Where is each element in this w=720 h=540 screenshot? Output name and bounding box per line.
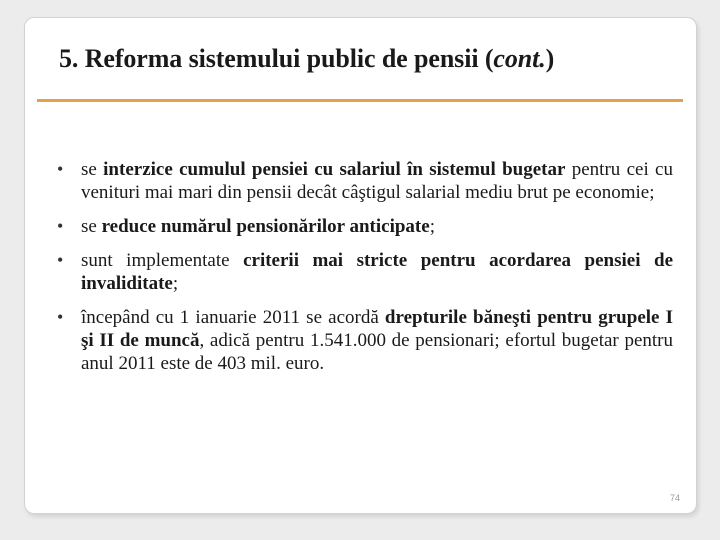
bullet-icon: • (57, 250, 64, 270)
title-divider (37, 99, 683, 102)
title-italic: cont. (493, 44, 546, 73)
title-suffix: ) (545, 44, 555, 73)
bullet-icon: • (57, 216, 64, 236)
bullet-item: • sunt implementate criterii mai stricte pentru acordarea pensiei de invaliditate; (57, 250, 673, 294)
page-number: 74 (669, 493, 680, 503)
slide (24, 17, 697, 514)
bullet-item: • se reduce numărul pensionărilor anticipate; (57, 216, 435, 237)
page-title (59, 44, 554, 74)
bullet-icon: • (57, 307, 64, 327)
bullet-item: • se interzice cumulul pensiei cu salariul în sistemul bugetar pentru cei cu venituri mai mari din pensii decât câştigul salarial mediu brut pe economie; (57, 159, 673, 203)
bullet-icon: • (57, 159, 64, 179)
bullet-list (55, 158, 673, 386)
title-text: 5. Reforma sistemului public de pensii ( (59, 44, 494, 73)
bullet-item: • începând cu 1 ianuarie 2011 se acordă drepturile băneşti pentru grupele I şi II de muncă, adică pentru 1.541.000 de pensionari; efortul bugetar pentru anul 2011 este de 403 mil. euro. (57, 307, 673, 374)
